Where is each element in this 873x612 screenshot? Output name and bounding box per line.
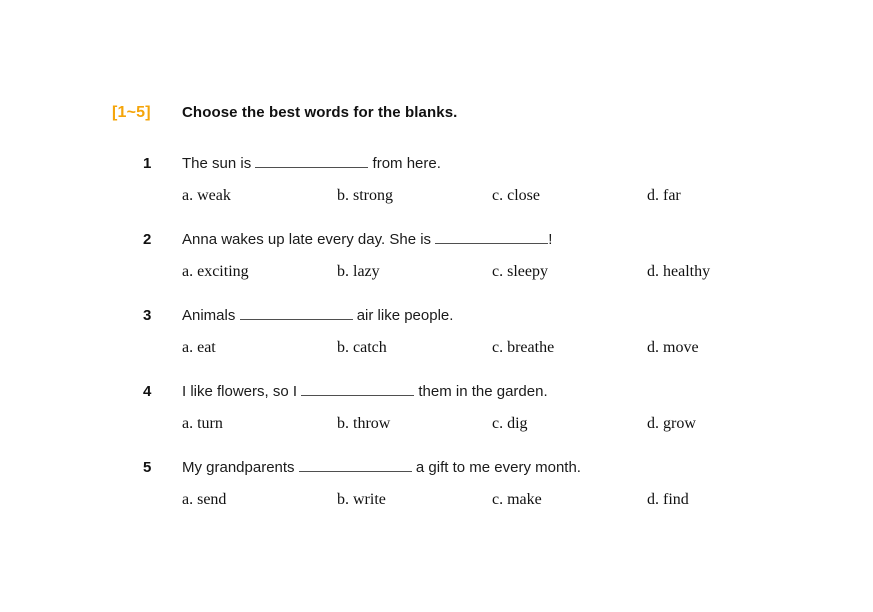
- answer-blank: [240, 306, 353, 320]
- question-number: 3: [143, 307, 152, 324]
- option-a: a. exciting: [182, 263, 249, 280]
- option-c: c. sleepy: [492, 263, 548, 280]
- instruction-text: Choose the best words for the blanks.: [182, 104, 458, 121]
- question-stem: [182, 154, 441, 174]
- answer-blank: [435, 230, 548, 244]
- question-stem-row: [143, 154, 833, 174]
- question-stem-row: [143, 458, 833, 478]
- question-stem-row: [143, 306, 833, 326]
- option-b: b. strong: [337, 187, 393, 204]
- question-number: 4: [143, 383, 152, 400]
- answer-blank: [255, 154, 368, 168]
- stem-post-text: !: [548, 231, 553, 248]
- question-range-label: [1~5]: [112, 104, 151, 121]
- options-row: [182, 414, 833, 434]
- option-b: b. write: [337, 491, 386, 508]
- question-stem: [182, 458, 581, 478]
- option-d: d. find: [647, 491, 689, 508]
- question-stem: [182, 382, 548, 402]
- option-c: c. breathe: [492, 339, 555, 356]
- question-2: [112, 230, 833, 282]
- answer-blank: [301, 382, 414, 396]
- question-5: [112, 458, 833, 510]
- question-4: [112, 382, 833, 434]
- answer-blank: [299, 458, 412, 472]
- stem-pre-text: Animals: [182, 307, 240, 324]
- option-b: b. throw: [337, 415, 391, 432]
- question-stem-row: [143, 230, 833, 250]
- stem-pre-text: The sun is: [182, 155, 256, 172]
- option-a: a. weak: [182, 187, 231, 204]
- option-a: a. turn: [182, 415, 223, 432]
- option-d: d. far: [647, 187, 681, 204]
- option-b: b. lazy: [337, 263, 380, 280]
- stem-post-text: a gift to me every month.: [411, 459, 581, 476]
- question-stem-row: [143, 382, 833, 402]
- option-a: a. eat: [182, 339, 216, 356]
- option-c: c. dig: [492, 415, 528, 432]
- options-row: [182, 490, 833, 510]
- question-number: 5: [143, 459, 152, 476]
- option-d: d. grow: [647, 415, 696, 432]
- stem-pre-text: Anna wakes up late every day. She is: [182, 231, 436, 248]
- stem-post-text: air like people.: [352, 307, 454, 324]
- question-1: [112, 154, 833, 206]
- stem-post-text: from here.: [368, 155, 441, 172]
- stem-pre-text: My grandparents: [182, 459, 299, 476]
- question-number: 1: [143, 155, 152, 172]
- option-c: c. close: [492, 187, 540, 204]
- question-3: [112, 306, 833, 358]
- option-c: c. make: [492, 491, 542, 508]
- question-number: 2: [143, 231, 152, 248]
- option-d: d. healthy: [647, 263, 711, 280]
- section-header: [112, 104, 833, 122]
- options-row: [182, 338, 833, 358]
- stem-pre-text: I like flowers, so I: [182, 383, 302, 400]
- options-row: [182, 262, 833, 282]
- question-stem: [182, 306, 453, 326]
- option-b: b. catch: [337, 339, 387, 356]
- options-row: [182, 186, 833, 206]
- stem-post-text: them in the garden.: [414, 383, 548, 400]
- question-stem: [182, 230, 552, 250]
- option-d: d. move: [647, 339, 699, 356]
- option-a: a. send: [182, 491, 227, 508]
